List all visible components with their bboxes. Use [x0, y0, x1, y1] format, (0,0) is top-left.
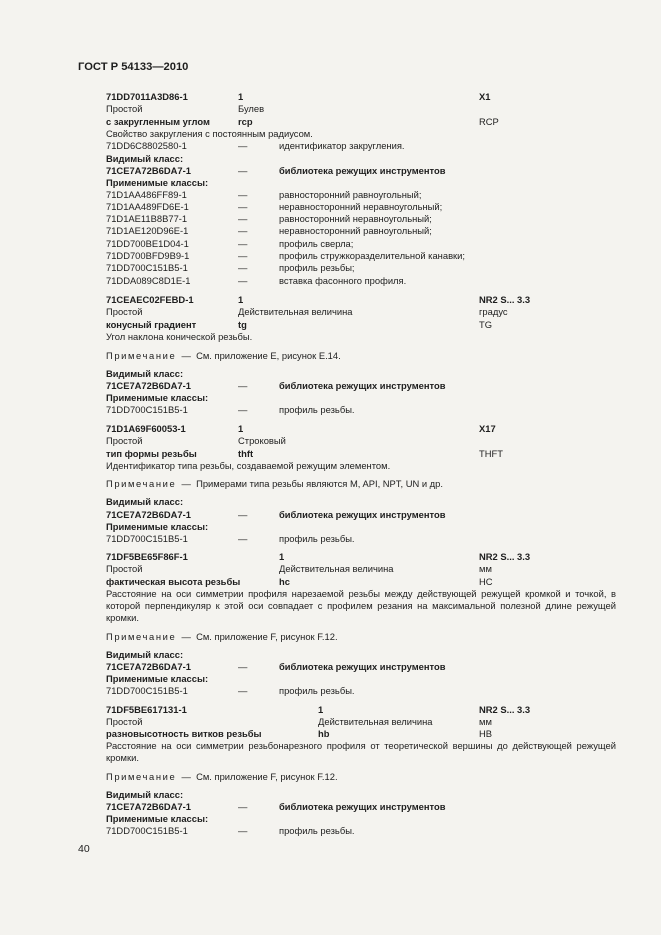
app-class-id: 71D1AE11B8B77-1 — [106, 213, 188, 224]
app-class-text: равносторонний равноугольный; — [279, 189, 422, 200]
entry-abbr: THFT — [479, 448, 503, 459]
entry-abbr: HB — [479, 728, 493, 739]
entry-type: Действительная величина — [318, 716, 433, 727]
entry-description — [78, 740, 616, 764]
app-class-text: неравносторонний равноугольный; — [279, 225, 432, 236]
entry-unit: мм — [479, 563, 492, 574]
note-dash: — — [181, 350, 191, 361]
visible-class-label: Видимый класс: — [106, 649, 184, 660]
ref-text: идентификатор закругления. — [279, 140, 405, 151]
ref-dash: — — [238, 213, 248, 224]
note-dash: — — [181, 478, 191, 489]
entry-count: 1 — [279, 551, 285, 562]
note-label: Примечание — [106, 478, 177, 489]
visible-class-name: библиотека режущих инструментов — [279, 661, 446, 672]
entry-id: 71DD7011A3D86-1 — [106, 91, 188, 102]
note-text: См. приложение F, рисунок F.12. — [196, 631, 338, 642]
entry-name: тип формы резьбы — [106, 448, 197, 459]
entry-count: 1 — [238, 423, 244, 434]
ref-dash: — — [238, 262, 248, 273]
entry-name: с закругленным углом — [106, 116, 210, 127]
note — [106, 771, 338, 783]
note — [106, 350, 341, 362]
entry-code: X1 — [479, 91, 491, 102]
app-class-id: 71DD700BFD9B9-1 — [106, 250, 190, 261]
app-class-id: 71D1AE120D96E-1 — [106, 225, 189, 236]
note — [106, 631, 338, 643]
entry-abbr: HC — [479, 576, 493, 587]
app-class-id: 71DDA089C8D1E-1 — [106, 275, 191, 286]
ref-dash: — — [238, 225, 248, 236]
ref-dash: — — [238, 661, 248, 672]
app-class-id: 71D1AA486FF89-1 — [106, 189, 187, 200]
entry-symbol: hc — [279, 576, 290, 587]
page-number: 40 — [78, 843, 90, 855]
visible-class-id: 71CE7A72B6DA7-1 — [106, 165, 191, 176]
entry-kind: Простой — [106, 435, 143, 446]
entry-type: Действительная величина — [238, 306, 353, 317]
note-text: См. приложение F, рисунок F.12. — [196, 771, 338, 782]
note-label: Примечание — [106, 350, 177, 361]
entry-description: Угол наклона конической резьбы. — [106, 331, 253, 342]
app-class-text: профиль резьбы. — [279, 825, 355, 836]
entry-kind: Простой — [106, 563, 143, 574]
entry-id: 71D1A69F60053-1 — [106, 423, 186, 434]
visible-class-id: 71CE7A72B6DA7-1 — [106, 661, 191, 672]
entry-code: X17 — [479, 423, 496, 434]
visible-class-name: библиотека режущих инструментов — [279, 165, 446, 176]
entry-name: фактическая высота резьбы — [106, 576, 241, 587]
entry-description: Идентификатор типа резьбы, создаваемой режущим элементом. — [106, 460, 391, 471]
entry-name: конусный градиент — [106, 319, 197, 330]
entry-abbr: RCP — [479, 116, 499, 127]
entry-kind: Простой — [106, 306, 143, 317]
ref-dash: — — [238, 825, 248, 836]
entry-description-text: Расстояние на оси симметрии резьбонарезного профиля от теоретической вершины до действующей режущей кромки. — [106, 740, 616, 764]
entry-kind: Простой — [106, 103, 143, 114]
visible-class-id: 71CE7A72B6DA7-1 — [106, 509, 191, 520]
app-class-text: профиль стружкоразделительной канавки; — [279, 250, 465, 261]
document-header: ГОСТ Р 54133—2010 — [78, 61, 189, 73]
applicable-classes-label: Применимые классы: — [106, 673, 209, 684]
app-class-text: профиль сверла; — [279, 238, 354, 249]
applicable-classes-label: Применимые классы: — [106, 813, 209, 824]
app-class-id: 71DD700C151B5-1 — [106, 825, 188, 836]
applicable-classes-label: Применимые классы: — [106, 177, 209, 188]
ref-dash: — — [238, 404, 248, 415]
app-class-id: 71D1AA489FD6E-1 — [106, 201, 189, 212]
note-dash: — — [181, 631, 191, 642]
visible-class-id: 71CE7A72B6DA7-1 — [106, 801, 191, 812]
entry-kind: Простой — [106, 716, 143, 727]
note-label: Примечание — [106, 631, 177, 642]
note — [106, 478, 443, 490]
entry-code: NR2 S... 3.3 — [479, 551, 531, 562]
entry-symbol: rcp — [238, 116, 253, 127]
note-text: См. приложение E, рисунок E.14. — [196, 350, 341, 361]
entry-id: 71DF5BE617131-1 — [106, 704, 187, 715]
entry-count: 1 — [238, 91, 244, 102]
entry-symbol: thft — [238, 448, 254, 459]
app-class-text: равносторонний неравноугольный; — [279, 213, 432, 224]
entry-unit: градус — [479, 306, 508, 317]
entry-description-text: Расстояние на оси симметрии профиля нарезаемой резьбы между действующей режущей кромкой и точкой, в которой перпендикуляр к этой оси совпадает с профилем резания на максимальной полезной длине режущей кромки. — [106, 588, 616, 624]
ref-dash: — — [238, 201, 248, 212]
visible-class-name: библиотека режущих инструментов — [279, 380, 446, 391]
ref-dash: — — [238, 685, 248, 696]
ref-dash: — — [238, 801, 248, 812]
ref-dash: — — [238, 189, 248, 200]
app-class-text: профиль резьбы; — [279, 262, 355, 273]
entry-code: NR2 S... 3.3 — [479, 704, 531, 715]
app-class-id: 71DD700C151B5-1 — [106, 404, 188, 415]
visible-class-label: Видимый класс: — [106, 496, 184, 507]
note-dash: — — [181, 771, 191, 782]
entry-description — [78, 588, 616, 625]
ref-dash: — — [238, 140, 248, 151]
ref-id: 71DD6C8802580-1 — [106, 140, 187, 151]
visible-class-name: библиотека режущих инструментов — [279, 509, 446, 520]
visible-class-label: Видимый класс: — [106, 789, 184, 800]
entry-code: NR2 S... 3.3 — [479, 294, 531, 305]
app-class-id: 71DD700C151B5-1 — [106, 262, 188, 273]
entry-description: Свойство закругления с постоянным радиусом. — [106, 128, 313, 139]
visible-class-label: Видимый класс: — [106, 153, 184, 164]
visible-class-label: Видимый класс: — [106, 368, 184, 379]
ref-dash: — — [238, 380, 248, 391]
note-label: Примечание — [106, 771, 177, 782]
entry-type: Строковый — [238, 435, 286, 446]
app-class-text: профиль резьбы. — [279, 533, 355, 544]
app-class-id: 71DD700C151B5-1 — [106, 685, 188, 696]
applicable-classes-label: Применимые классы: — [106, 521, 209, 532]
entry-type: Действительная величина — [279, 563, 394, 574]
app-class-text: неравносторонний неравноугольный; — [279, 201, 443, 212]
entry-count: 1 — [238, 294, 244, 305]
entry-abbr: TG — [479, 319, 493, 330]
visible-class-name: библиотека режущих инструментов — [279, 801, 446, 812]
ref-dash: — — [238, 238, 248, 249]
ref-dash: — — [238, 509, 248, 520]
entry-id: 71DF5BE65F86F-1 — [106, 551, 188, 562]
entry-unit: мм — [479, 716, 492, 727]
applicable-classes-label: Применимые классы: — [106, 392, 209, 403]
entry-id: 71CEAEC02FEBD-1 — [106, 294, 194, 305]
entry-symbol: hb — [318, 728, 330, 739]
visible-class-id: 71CE7A72B6DA7-1 — [106, 380, 191, 391]
ref-dash: — — [238, 165, 248, 176]
entry-name: разновысотность витков резьбы — [106, 728, 262, 739]
ref-dash: — — [238, 533, 248, 544]
entry-count: 1 — [318, 704, 324, 715]
app-class-text: профиль резьбы. — [279, 685, 355, 696]
app-class-id: 71DD700BE1D04-1 — [106, 238, 189, 249]
entry-symbol: tg — [238, 319, 247, 330]
app-class-text: профиль резьбы. — [279, 404, 355, 415]
ref-dash: — — [238, 250, 248, 261]
entry-type: Булев — [238, 103, 265, 114]
app-class-id: 71DD700C151B5-1 — [106, 533, 188, 544]
app-class-text: вставка фасонного профиля. — [279, 275, 407, 286]
ref-dash: — — [238, 275, 248, 286]
note-text: Примерами типа резьбы являются M, API, NPT, UN и др. — [196, 478, 443, 489]
